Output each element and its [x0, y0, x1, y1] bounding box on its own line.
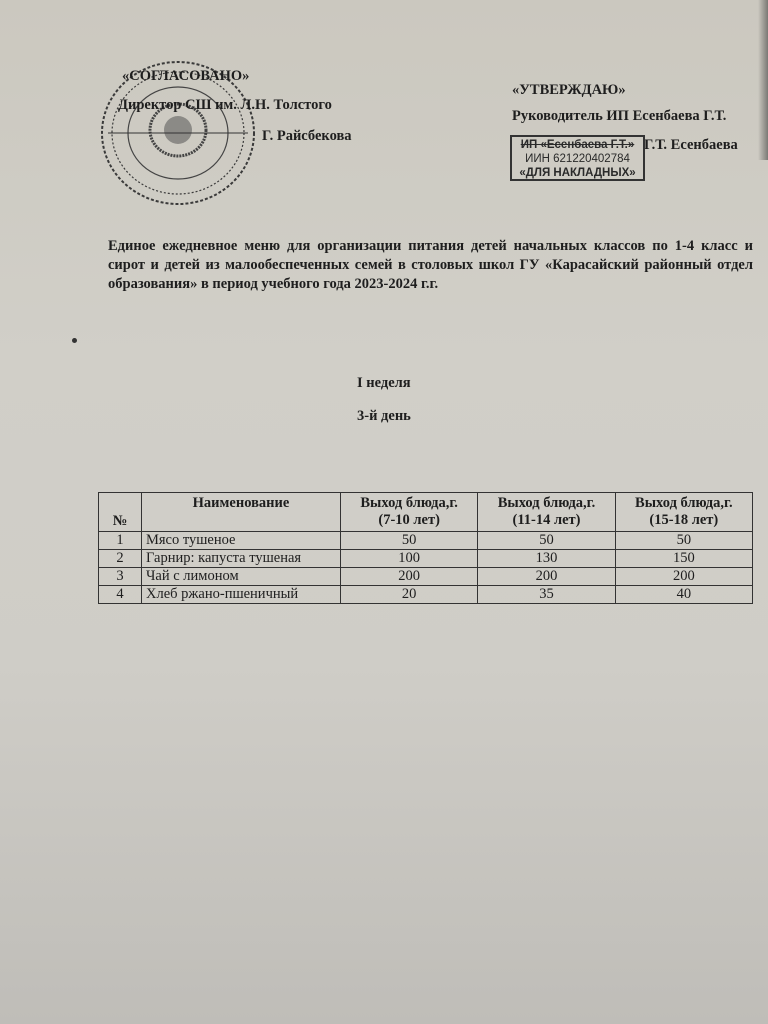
table-header-row [99, 493, 753, 532]
header-yield-11-14 [478, 493, 615, 532]
rectangular-stamp [510, 135, 645, 181]
cell-yield-15-18: 200 [615, 568, 752, 586]
stamp-line-purpose: «ДЛЯ НАКЛАДНЫХ» [519, 167, 636, 179]
cell-yield-15-18: 50 [615, 532, 752, 550]
cell-num: 2 [99, 550, 142, 568]
cell-yield-7-10: 200 [341, 568, 478, 586]
approval-right-position: Руководитель ИП Есенбаева Г.Т. [512, 108, 727, 124]
ink-mark [72, 338, 77, 343]
table-row [99, 532, 753, 550]
cell-yield-11-14: 50 [478, 532, 615, 550]
cell-yield-15-18: 40 [615, 586, 752, 604]
page-edge-shadow [758, 0, 768, 160]
header-age-range: (15-18 лет) [649, 512, 719, 528]
menu-table [98, 492, 753, 604]
header-age-range: (11-14 лет) [512, 512, 581, 528]
cell-yield-7-10: 100 [341, 550, 478, 568]
approval-left-signatory: Г. Райсбекова [262, 128, 352, 144]
document-title: Единое ежедневное меню для организации питания детей начальных классов по 1-4 класс и сирот и детей из малообеспеченных семей в столовых школ ГУ «Карасайский районный отдел образования» в период учебного года 2023-2024 г.г. [108, 238, 753, 292]
approval-right-heading: «УТВЕРЖДАЮ» [512, 82, 626, 98]
approval-left-position: Директор СШ им. Л.Н. Толстого [118, 97, 332, 113]
approval-left-heading: «СОГЛАСОВАНО» [122, 68, 250, 84]
cell-yield-7-10: 50 [341, 532, 478, 550]
header-age-range: (7-10 лет) [378, 512, 440, 528]
cell-yield-11-14: 130 [478, 550, 615, 568]
cell-yield-11-14: 35 [478, 586, 615, 604]
approval-right-signatory: Г.Т. Есенбаева [644, 137, 738, 153]
day-label: 3-й день [357, 408, 411, 424]
header-num: № [99, 493, 142, 532]
cell-name: Мясо тушеное [142, 532, 341, 550]
header-yield-15-18 [615, 493, 752, 532]
header-yield-label: Выход блюда,г. [360, 495, 458, 511]
cell-yield-7-10: 20 [341, 586, 478, 604]
header-yield-7-10 [341, 493, 478, 532]
header-name: Наименование [142, 493, 341, 532]
week-label: I неделя [357, 375, 411, 391]
stamp-line-entity: ИП «Есенбаева Г.Т.» [520, 139, 635, 151]
cell-name: Чай с лимоном [142, 568, 341, 586]
cell-num: 3 [99, 568, 142, 586]
table-row [99, 550, 753, 568]
header-yield-label: Выход блюда,г. [635, 495, 733, 511]
table-row [99, 586, 753, 604]
table-row [99, 568, 753, 586]
cell-name: Гарнир: капуста тушеная [142, 550, 341, 568]
cell-yield-15-18: 150 [615, 550, 752, 568]
cell-yield-11-14: 200 [478, 568, 615, 586]
header-yield-label: Выход блюда,г. [497, 495, 596, 511]
cell-num: 1 [99, 532, 142, 550]
stamp-line-iin: ИИН 621220402784 [525, 153, 630, 165]
cell-num: 4 [99, 586, 142, 604]
cell-name: Хлеб ржано-пшеничный [142, 586, 341, 604]
